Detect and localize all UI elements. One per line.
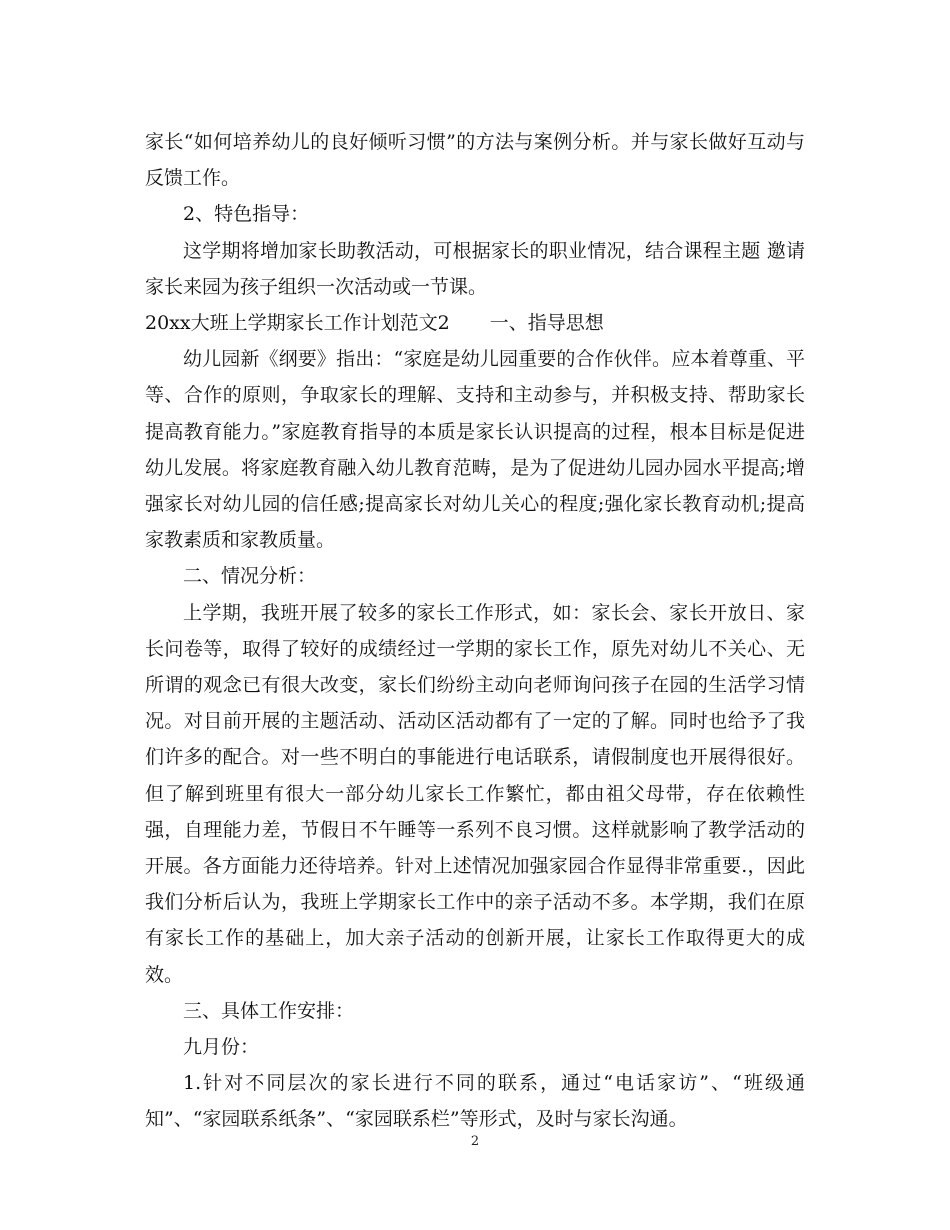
paragraph-contact-methods: 1.针对不同层次的家长进行不同的联系，通过“电话家访”、“班级通知”、“家园联系纸条”、“家园联系栏”等形式，及时与家长沟通。: [145, 1072, 805, 1131]
paragraph-guidelines: 幼儿园新《纲要》指出：“家庭是幼儿园重要的合作伙伴。应本着尊重、平等、合作的原则，争取家长的理解、支持和主动参与，并积极支持、帮助家长提高教育能力。”家庭教育指导的本质是家长认识提高的过程，根本目标是促进幼儿发展。将家庭教育融入幼儿教育范畴，是为了促进幼儿园办园水平提高;增强家长对幼儿园的信任感;提高家长对幼儿关心的程度;强化家长教育动机;提高家教素质和家教质量。: [145, 348, 805, 552]
page-number: 2: [470, 1134, 480, 1149]
paragraph-parent-teaching: 这学期将增加家长助教活动，可根据家长的职业情况，结合课程主题 邀请家长来园为孩子组织一次活动或一节课。: [145, 239, 805, 298]
paragraph-situation: 上学期，我班开展了较多的家长工作形式，如：家长会、家长开放日、家长问卷等，取得了较好的成绩经过一学期的家长工作，原先对幼儿不关心、无所谓的观念已有很大改变，家长们纷纷主动向老师询问孩子在园的生活学习情况。对目前开展的主题活动、活动区活动都有了一定的了解。同时也给予了我们许多的配合。对一些不明白的事能进行电话联系，请假制度也开展得很好。但了解到班里有很大一部分幼儿家长工作繁忙，都由祖父母带，存在依赖性强，自理能力差，节假日不午睡等一系列不良习惯。这样就影响了教学活动的开展。各方面能力还待培养。针对上述情况加强家园合作显得非常重要.，因此我们分析后认为，我班上学期家长工作中的亲子活动不多。本学期，我们在原有家长工作的基础上，加大亲子活动的创新开展，让家长工作取得更大的成效。: [145, 601, 805, 986]
heading-work-arrangement: 三、具体工作安排：: [183, 999, 355, 1022]
heading-situation-analysis: 二、情况分析：: [183, 565, 317, 588]
document-title: 20xx大班上学期家长工作计划范文2: [145, 312, 450, 335]
title-line: [145, 305, 805, 341]
heading-september: 九月份：: [183, 1036, 260, 1059]
heading-feature-guidance: 2、特色指导：: [183, 203, 310, 226]
paragraph-parent-listening: 家长“如何培养幼儿的良好倾听习惯”的方法与案例分析。并与家长做好互动与反馈工作。: [145, 131, 805, 190]
document-body: [145, 124, 805, 1138]
heading-guiding-thought: 一、指导思想: [489, 312, 604, 335]
